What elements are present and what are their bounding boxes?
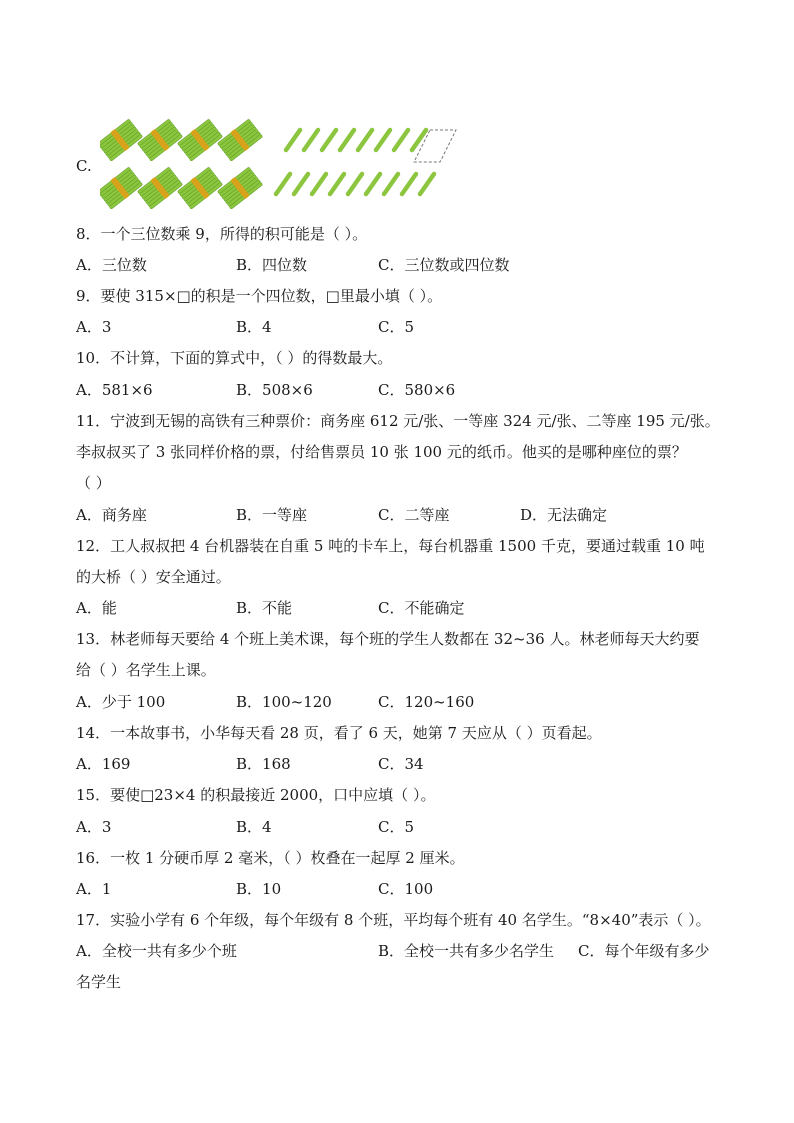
q11-stem-line2: 李叔叔买了 3 张同样价格的票，付给售票员 10 张 100 元的纸币。他买的是哪种座位的票？ [76,443,687,461]
q9-option-b[interactable]: B．4 [236,318,272,336]
stick-bundles-illustration [100,118,470,210]
q14-option-c[interactable]: C．34 [378,755,424,773]
single-stick-icon [304,130,318,150]
single-stick-icon [366,174,380,194]
single-stick-icon [330,174,344,194]
q15-option-b[interactable]: B．4 [236,818,272,836]
q14-option-a[interactable]: A．169 [76,755,131,773]
q13-stem-line2: 给（ ）名学生上课。 [76,661,216,679]
single-stick-icon [322,130,336,150]
stick-bundle-icon [217,166,263,210]
q16-option-b[interactable]: B．10 [236,880,282,898]
single-stick-icon [340,130,354,150]
stick-bundle-icon [100,166,143,210]
q8-option-b[interactable]: B．四位数 [236,256,308,274]
q12-option-b[interactable]: B．不能 [236,599,293,617]
single-stick-icon [294,174,308,194]
q10-stem: 10．不计算，下面的算式中，（ ）的得数最大。 [76,349,393,367]
q9-option-a[interactable]: A．3 [76,318,112,336]
q10-option-a[interactable]: A．581×6 [76,381,153,399]
q15-option-c[interactable]: C．5 [378,818,415,836]
single-stick-icon [394,130,408,150]
q12-stem-line2: 的大桥（ ）安全通过。 [76,568,231,586]
single-stick-icon [384,174,398,194]
q17-option-c[interactable]: C．每个年级有多少 [578,942,710,960]
q11-option-a[interactable]: A．商务座 [76,506,147,524]
q17-stem: 17．实验小学有 6 个年级，每个年级有 8 个班，平均每个班有 40 名学生。“8×40”表示（ ）。 [76,911,711,929]
q11-option-d[interactable]: D．无法确定 [520,506,608,524]
q8-option-a[interactable]: A．三位数 [76,256,147,274]
q11-stem-line3: （ ） [76,474,111,492]
q17-option-c-continuation: 名学生 [76,973,122,991]
q12-stem-line1: 12．工人叔叔把 4 台机器装在自重 5 吨的卡车上，每台机器重 1500 千克，要通过载重 10 吨 [76,537,705,555]
q8-option-c[interactable]: C．三位数或四位数 [378,256,510,274]
single-stick-icon [376,130,390,150]
single-stick-icon [276,174,290,194]
q8-stem: 8．一个三位数乘 9，所得的积可能是（ ）。 [76,225,368,243]
q9-option-c[interactable]: C．5 [378,318,415,336]
q13-option-b[interactable]: B．100~120 [236,693,332,711]
stick-bundle-icon [177,166,223,210]
q12-option-a[interactable]: A．能 [76,599,117,617]
q13-option-a[interactable]: A．少于 100 [76,693,166,711]
single-stick-icon [358,130,372,150]
q11-option-b[interactable]: B．一等座 [236,506,308,524]
q10-option-b[interactable]: B．508×6 [236,381,313,399]
q16-option-c[interactable]: C．100 [378,880,434,898]
stick-bundle-icon [137,166,183,210]
q9-stem: 9．要使 315×□的积是一个四位数，□里最小填（ ）。 [76,287,443,305]
single-stick-icon [348,174,362,194]
single-stick-icon [402,174,416,194]
q13-option-c[interactable]: C．120~160 [378,693,475,711]
q15-option-a[interactable]: A．3 [76,818,112,836]
q16-stem: 16．一枚 1 分硬币厚 2 毫米，（ ）枚叠在一起厚 2 厘米。 [76,849,465,867]
stick-bundle-icon [137,118,183,162]
q16-option-a[interactable]: A．1 [76,880,112,898]
q17-option-b[interactable]: B．全校一共有多少名学生 [378,942,555,960]
stick-bundle-icon [217,118,263,162]
q17-option-a[interactable]: A．全校一共有多少个班 [76,942,237,960]
q11-option-c[interactable]: C．二等座 [378,506,450,524]
prev-option-c-label: C. [76,157,92,175]
single-stick-icon [312,174,326,194]
q14-stem: 14．一本故事书，小华每天看 28 页，看了 6 天，她第 7 天应从（ ）页看起。 [76,724,602,742]
stick-bundle-icon [177,118,223,162]
stick-bundle-icon [100,118,143,162]
single-stick-icon [286,130,300,150]
single-stick-icon [412,130,426,150]
q11-stem-line1: 11．宁波到无锡的高铁有三种票价：商务座 612 元/张、一等座 324 元/张、二等座 195 元/张。 [76,412,720,430]
q14-option-b[interactable]: B．168 [236,755,291,773]
q13-stem-line1: 13．林老师每天要给 4 个班上美术课，每个班的学生人数都在 32~36 人。林老师每天大约要 [76,630,700,648]
q10-option-c[interactable]: C．580×6 [378,381,456,399]
q15-stem: 15．要使□23×4 的积最接近 2000，口中应填（ ）。 [76,786,436,804]
q12-option-c[interactable]: C．不能确定 [378,599,465,617]
single-stick-icon [420,174,434,194]
